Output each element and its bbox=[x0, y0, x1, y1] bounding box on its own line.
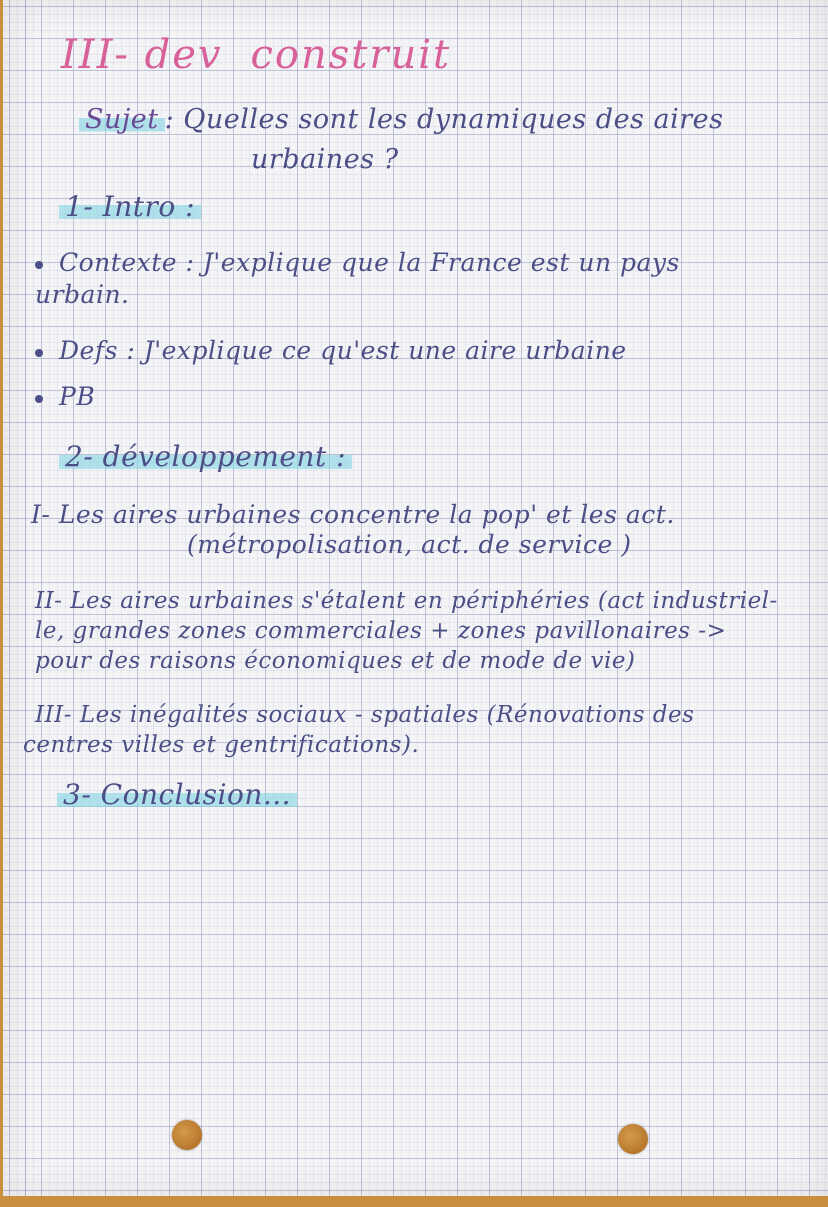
bullet-defs-text: Defs : J'explique ce qu'est une aire urbaine bbox=[59, 336, 627, 365]
section-dev-label: 2- développement : bbox=[59, 440, 352, 473]
bullet-dot bbox=[35, 395, 43, 403]
page-title bbox=[61, 32, 451, 78]
section-heading-intro bbox=[59, 190, 201, 223]
dev-part-3-line-2: centres villes et gentrifications). bbox=[23, 732, 420, 758]
subject-line-1 bbox=[79, 104, 723, 135]
punch-hole-left bbox=[172, 1120, 202, 1150]
section-conclusion-label: 3- Conclusion... bbox=[57, 778, 297, 811]
title-part-1: III- dev bbox=[61, 32, 223, 78]
section-heading-conclusion bbox=[57, 778, 297, 811]
subject-question: : Quelles sont les dynamiques des aires bbox=[164, 104, 724, 135]
dev-part-2-line-2: le, grandes zones commerciales + zones pavillonaires -> bbox=[35, 618, 727, 644]
bullet-dot bbox=[35, 261, 43, 269]
dev-part-3-line-1: III- Les inégalités sociaux - spatiales (Rénovations des bbox=[35, 702, 695, 728]
bullet-pb-text: PB bbox=[59, 382, 96, 411]
subject-line-2: urbaines ? bbox=[251, 144, 399, 175]
section-heading-developpement bbox=[59, 440, 352, 473]
bullet-contexte-text: Contexte : J'explique que la France est un pays bbox=[59, 248, 680, 277]
dev-part-1-line-1: I- Les aires urbaines concentre la pop' et les act. bbox=[31, 500, 675, 529]
dev-part-2-line-3: pour des raisons économiques et de mode de vie) bbox=[35, 648, 636, 674]
dev-part-2-line-1: II- Les aires urbaines s'étalent en périphéries (act industriel- bbox=[35, 588, 778, 614]
bullet-defs bbox=[35, 336, 627, 365]
margin-line bbox=[25, 0, 26, 1196]
section-intro-label: 1- Intro : bbox=[59, 190, 201, 223]
title-part-2: construit bbox=[250, 32, 452, 78]
bullet-dot bbox=[35, 349, 43, 357]
bullet-pb bbox=[35, 382, 95, 411]
subject-label: Sujet bbox=[79, 104, 165, 135]
punch-hole-right bbox=[618, 1124, 648, 1154]
notebook-page bbox=[3, 0, 828, 1196]
bullet-contexte-continued: urbain. bbox=[35, 280, 130, 309]
bullet-contexte bbox=[35, 248, 680, 277]
dev-part-1-line-2: (métropolisation, act. de service ) bbox=[187, 530, 632, 559]
